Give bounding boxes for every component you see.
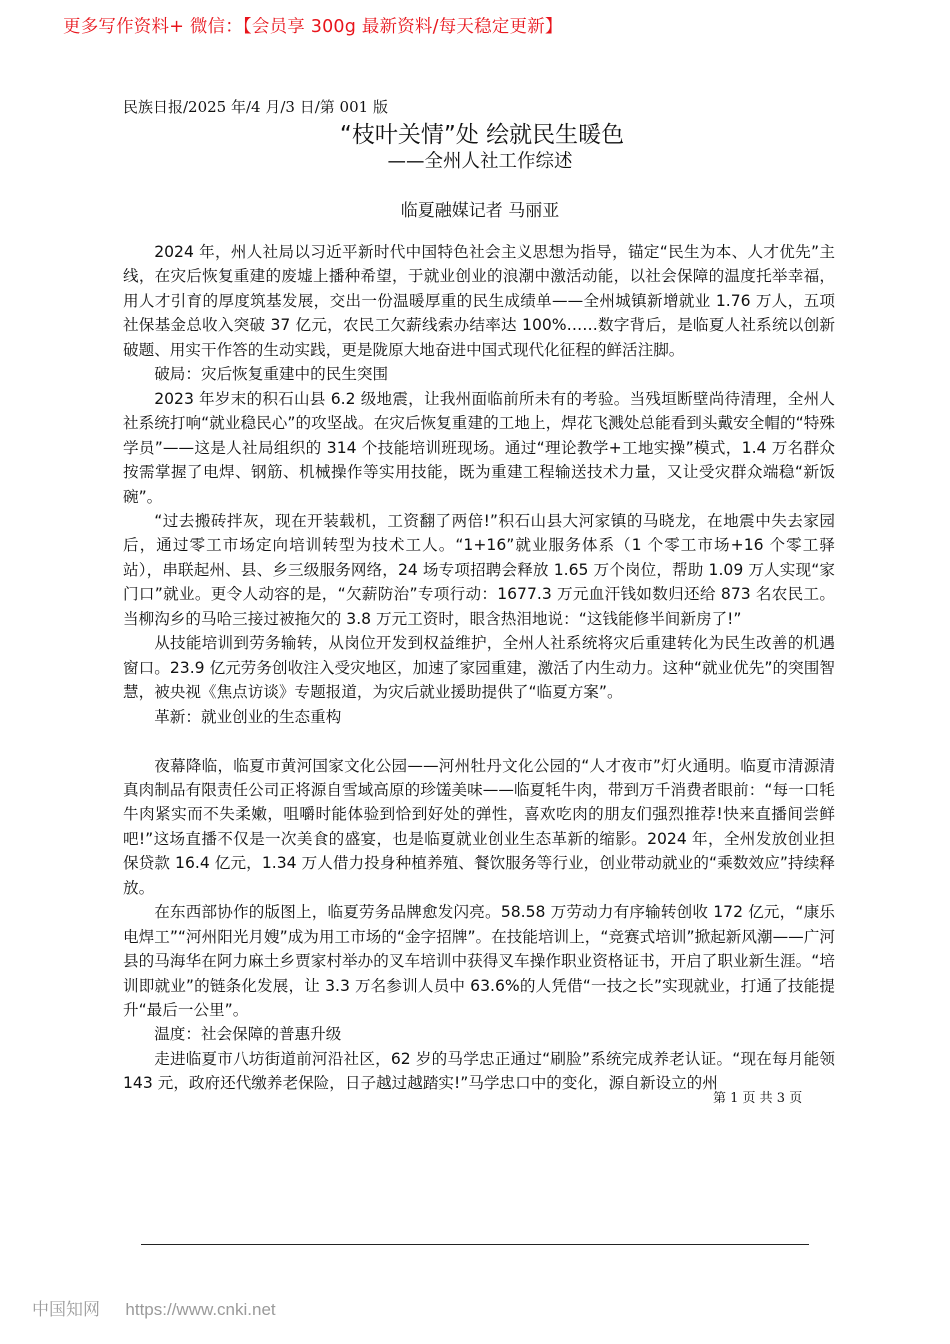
paragraph: 在东西部协作的版图上，临夏劳务品牌愈发闪亮。58.58 万劳动力有序输转创收 172 亿元，“康乐电焊工”“河州阳光月嫂”成为用工市场的“金字招牌”。在技能培训上，“竞赛式培训”掀起新风潮——广河县的马海华在阿力麻土乡贾家村举办的叉车培训中获得叉车操作职业资格证书，开启了职业新生涯。“培训即就业”的链条化发展，让 3.3 万名参训人员中 63.6%的人凭借“一技之长”实现就业，打通了技能提升“最后一公里”。 [123, 903, 835, 1020]
footer-divider [141, 1244, 809, 1245]
cnki-logo-text: 中国知网 [32, 1300, 100, 1320]
section-heading: 革新：就业创业的生态重构 [154, 707, 342, 726]
paragraph: 走进临夏市八坊街道前河沿社区，62 岁的马学忠正通过“刷脸”系统完成养老认证。“现在每月能领 143 元，政府还代缴养老保险，日子越过越踏实!”马学忠口中的变化，源自新设立的州 [123, 1049, 835, 1093]
section-heading: 破局：灾后恢复重建中的民生突围 [154, 365, 389, 384]
paragraph: 从技能培训到劳务输转，从岗位开发到权益维护，全州人社系统将灾后重建转化为民生改善的机遇窗口。23.9 亿元劳务创收注入受灾地区，加速了家园重建，激活了内生动力。这种“就业优先”的突围智慧，被央视《焦点访谈》专题报道，为灾后就业援助提供了“临夏方案”。 [123, 634, 835, 702]
paragraph: 2023 年岁末的积石山县 6.2 级地震，让我州面临前所未有的考验。当残垣断壁尚待清理，全州人社系统打响“就业稳民心”的攻坚战。在灾后恢复重建的工地上，焊花飞溅处总能看到头戴安全帽的“特殊学员”——这是人社局组织的 314 个技能培训班现场。通过“理论教学+工地实操”模式，1.4 万名群众按需掌握了电焊、钢筋、机械操作等实用技能，既为重建工程输送技术力量，又让受灾群众端稳“新饭碗”。 [123, 389, 835, 506]
article-body [123, 240, 835, 1096]
paragraph: “过去搬砖拌灰，现在开装载机，工资翻了两倍!”积石山县大河家镇的马晓龙，在地震中失去家园后，通过零工市场定向培训转型为技术工人。“1+16”就业服务体系（1 个零工市场+16 个零工驿站），串联起州、县、乡三级服务网络，24 场专项招聘会释放 1.65 万个岗位，帮助 1.09 万人实现“家门口”就业。更令人动容的是，“欠薪防治”专项行动：1677.3 万元血汗钱如数归还给 873 名农民工。当柳沟乡的马哈三接过被拖欠的 3.8 万元工资时，眼含热泪地说：“这钱能修半间新房了!” [123, 511, 835, 628]
paragraph: 2024 年，州人社局以习近平新时代中国特色社会主义思想为指导，锚定“民生为本、人才优先”主线，在灾后恢复重建的废墟上播种希望，于就业创业的浪潮中激活动能，以社会保障的温度托举幸福，用人才引育的厚度筑基发展，交出一份温暖厚重的民生成绩单——全州城镇新增就业 1.76 万人，五项社保基金总收入突破 37 亿元，农民工欠薪线索办结率达 100%……数字背后，是临夏人社系统以创新破题、用实干作答的生动实践，更是陇原大地奋进中国式现代化征程的鲜活注脚。 [123, 243, 835, 359]
paragraph: 夜幕降临，临夏市黄河国家文化公园——河州牡丹文化公园的“人才夜市”灯火通明。临夏市清源清真肉制品有限责任公司正将源自雪域高原的珍馐美味——临夏牦牛肉，带到万千消费者眼前：“每一口牦牛肉紧实而不失柔嫩，咀嚼时能体验到恰到好处的弹性，喜欢吃肉的朋友们强烈推荐!快来直播间尝鲜吧!”这场直播不仅是一次美食的盛宴，也是临夏就业创业生态革新的缩影。2024 年，全州发放创业担保贷款 16.4 亿元，1.34 万人借力投身种植养殖、餐饮服务等行业，创业带动就业的“乘数效应”持续释放。 [123, 756, 835, 897]
article-title: “枝叶关情”处 绘就民生暖色 [339, 122, 625, 148]
article-subtitle: ——全州人社工作综述 [387, 151, 573, 172]
section-heading: 温度：社会保障的普惠升级 [154, 1025, 342, 1044]
article-source: 民族日报/2025 年/4 月/3 日/第 001 版 [123, 98, 388, 116]
cnki-url[interactable]: https://www.cnki.net [125, 1300, 276, 1319]
page-number: 第 1 页 共 3 页 [713, 1091, 803, 1106]
article-byline: 临夏融媒记者 马丽亚 [400, 201, 560, 221]
footer [32, 1295, 276, 1320]
promo-banner: 更多写作资料+ 微信：【会员享 300g 最新资料/每天稳定更新】 [63, 17, 563, 37]
